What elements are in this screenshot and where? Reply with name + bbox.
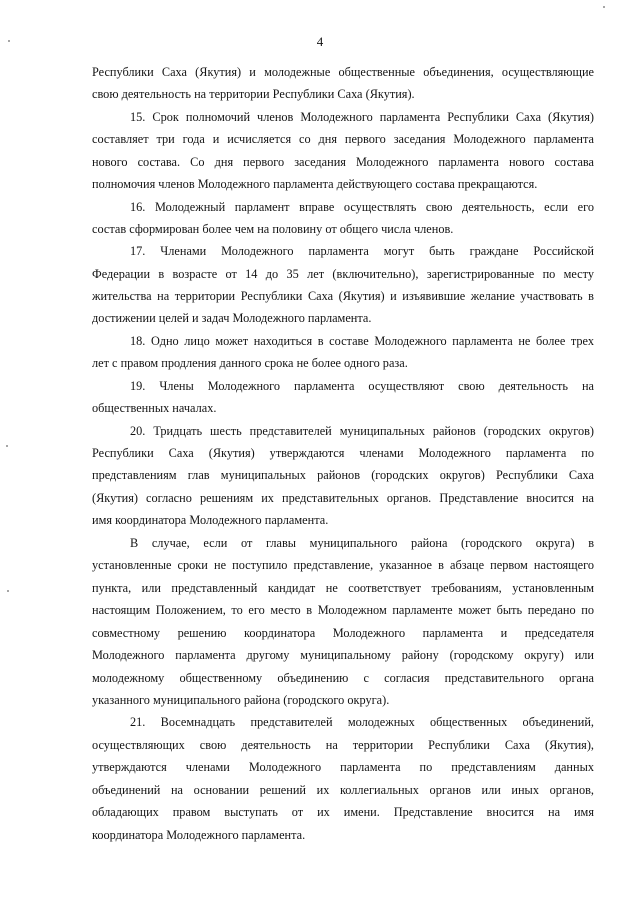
text-line: 17. Членами Молодежного парламента могут быть граждане Российской [130,244,594,258]
text-line: Молодежного парламента другому муниципальному району (городскому округу) или [92,648,594,662]
text-line: лет с правом продления данного срока не более одного раза. [92,356,408,370]
text-line: имя координатора Молодежного парламента. [92,513,329,527]
text-line: общественных началах. [92,401,217,415]
text-line: обладающих правом выступать от их имени. Представление вносится на имя [92,805,594,819]
text-line: указанного муниципального района (городского округа). [92,693,390,707]
text-line: составляет три года и исчисляется со дня первого заседания Молодежного парламента [92,132,594,146]
text-line: 16. Молодежный парламент вправе осуществлять свою деятельность, если его [130,200,594,214]
text-line: нового состава. Со дня первого заседания Молодежного парламента нового состава [92,155,594,169]
text-line: молодежному общественному объединению с согласия представительного органа [92,671,594,685]
text-line: представлениям глав муниципальных районов (городских округов) Республики Саха [92,468,594,482]
scan-speck [7,590,9,592]
text-line: осуществляющих свою деятельность на территории Республики Саха (Якутия), [92,738,594,752]
text-line: В случае, если от главы муниципального района (городского округа) в [130,536,594,550]
scan-speck [8,40,10,42]
scan-speck [6,445,8,447]
text-line: свою деятельность на территории Республики Саха (Якутия). [92,87,415,101]
text-line: 20. Тридцать шесть представителей муниципальных районов (городских округов) [130,424,594,438]
text-line: Республики Саха (Якутия) утверждаются членами Молодежного парламента по [92,446,594,460]
text-line: Федерации в возрасте от 14 до 35 лет (включительно), зарегистрированные по месту [92,267,594,281]
scan-speck [603,6,605,8]
text-line: координатора Молодежного парламента. [92,828,306,842]
text-line: объединений на основании решений их коллегиальных органов или иных органов, [92,783,594,797]
text-line: совместному решению координатора Молодежного парламента и председателя [92,626,594,640]
text-line: утверждаются членами Молодежного парламента по представлениям данных [92,760,594,774]
text-line: состав сформирован более чем на половину от общего числа членов. [92,222,454,236]
text-line: пункта, или представленный кандидат не соответствует требованиям, установленным [92,581,594,595]
text-line: (Якутия) согласно решениям их представительных органов. Представление вносится на [92,491,594,505]
text-line: 19. Члены Молодежного парламента осуществляют свою деятельность на [130,379,594,393]
text-line: 21. Восемнадцать представителей молодежных общественных объединений, [130,715,594,729]
text-line: Республики Саха (Якутия) и молодежные общественные объединения, осуществляющие [92,65,594,79]
text-line: жительства на территории Республики Саха (Якутия) и изъявившие желание участвовать в [92,289,594,303]
text-line: полномочия членов Молодежного парламента действующего состава прекращаются. [92,177,538,191]
text-line: установленные сроки не поступило представление, указанное в абзаце первом настоящего [92,558,594,572]
text-line: настоящим Положением, то его место в Молодежном парламенте может быть передано по [92,603,594,617]
text-line: 18. Одно лицо может находиться в составе Молодежного парламента не более трех [130,334,594,348]
page-number: 4 [316,34,324,49]
text-line: 15. Срок полномочий членов Молодежного парламента Республики Саха (Якутия) [130,110,594,124]
text-line: достижении целей и задач Молодежного парламента. [92,311,372,325]
